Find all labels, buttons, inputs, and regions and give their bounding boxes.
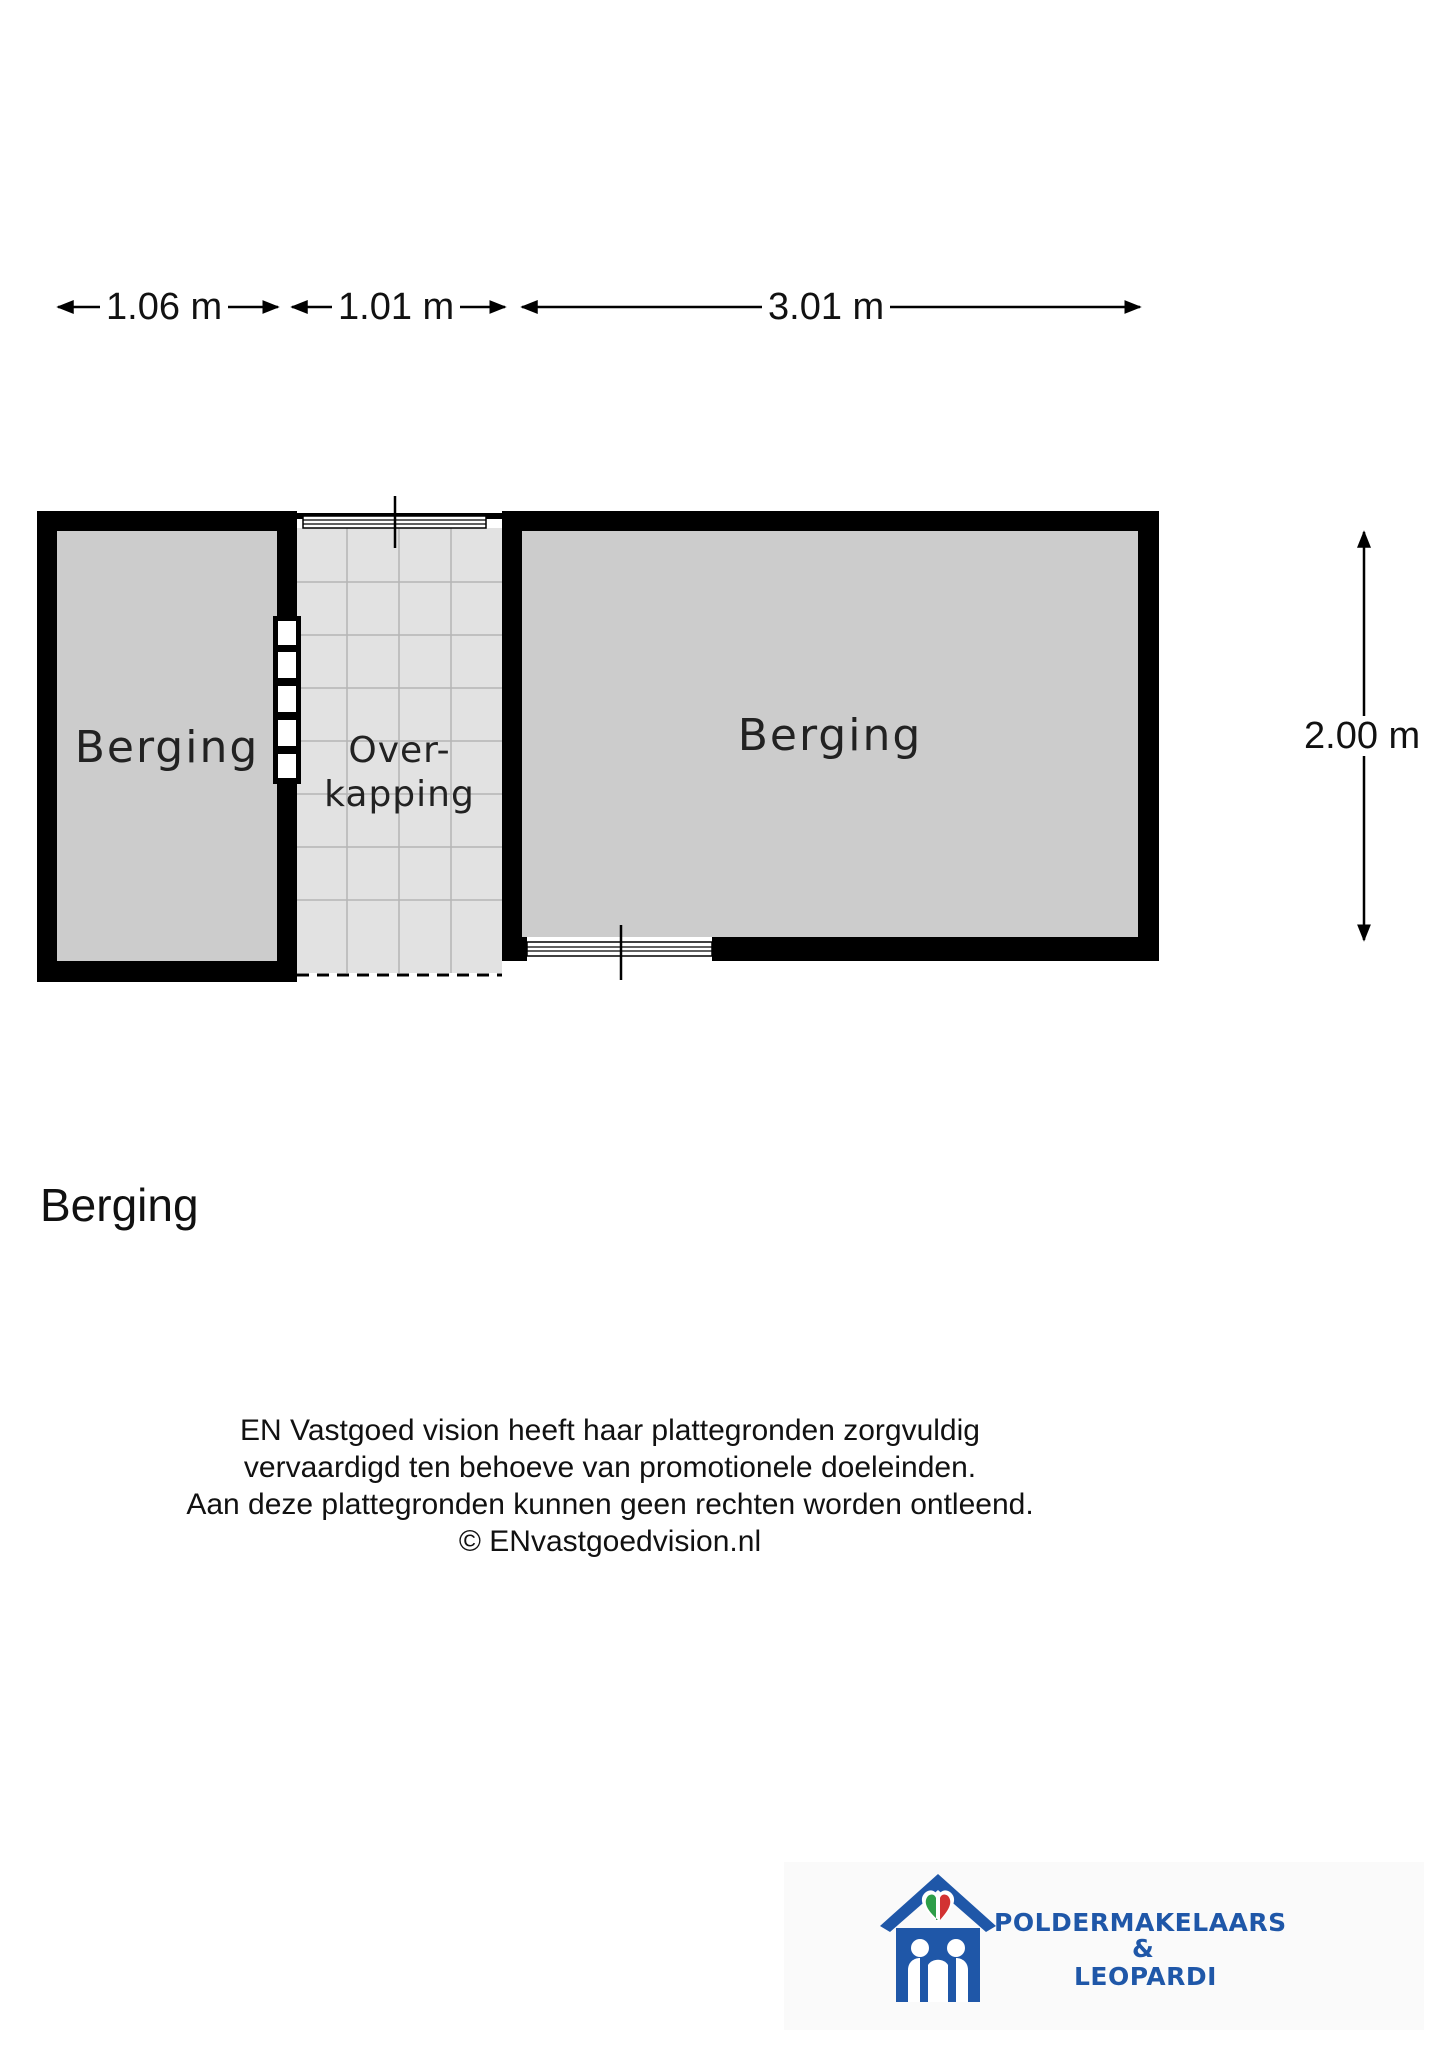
disclaimer-line-2: vervaardigd ten behoeve van promotionele doeleinden.	[243, 1451, 977, 1484]
room-label-left: Berging	[74, 722, 260, 773]
dim-label-left: 1.06 m	[100, 287, 228, 327]
dim-label-middle: 1.01 m	[332, 287, 460, 327]
room-label-covered-2: kapping	[324, 774, 475, 815]
disclaimer-line-3: Aan deze plattegronden kunnen geen rechten worden ontleend.	[186, 1488, 1034, 1521]
room-label-right: Berging	[737, 710, 923, 761]
disclaimer-line-1: EN Vastgoed vision heeft haar plattegronden zorgvuldig	[240, 1414, 980, 1447]
brand-name-line-3: LEOPARDI	[1074, 1962, 1217, 1991]
brand-name-line-2: &	[1132, 1934, 1155, 1963]
room-label-covered-1: Over-	[348, 730, 451, 771]
dim-label-right: 3.01 m	[762, 287, 890, 327]
dim-label-depth: 2.00 m	[1298, 716, 1426, 756]
house-logo-icon	[876, 1870, 1016, 2010]
disclaimer-line-4: © ENvastgoedvision.nl	[458, 1525, 762, 1558]
disclaimer	[0, 1412, 1220, 1560]
brand-logo-panel	[784, 1862, 1424, 2030]
floor-title: Berging	[40, 1179, 199, 1231]
brand-name-line-1: POLDERMAKELAARS	[994, 1908, 1287, 1937]
